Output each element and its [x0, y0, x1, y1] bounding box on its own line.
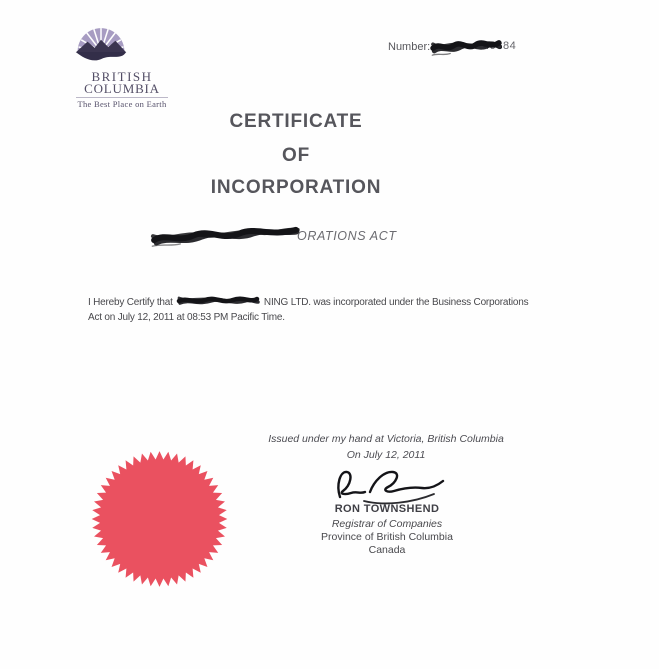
registrar-name: RON TOWNSHEND — [334, 503, 440, 515]
bc-logo — [60, 26, 184, 109]
number-label: Number: — [388, 41, 431, 53]
registrar-signature — [330, 461, 448, 507]
registrar-title: Registrar of Companies — [331, 518, 443, 530]
certify-rest: was incorporated under the Business Corporations Act on July 12, 2011 at 08:53 PM Pacific Time. — [88, 297, 529, 323]
wave-base — [76, 52, 126, 60]
registrar-country: Canada — [368, 544, 406, 556]
redaction-scribble-icon — [176, 295, 260, 306]
logo-divider — [76, 97, 168, 98]
logo-tagline: The Best Place on Earth — [77, 99, 167, 109]
seal-starburst-icon — [92, 451, 228, 587]
bc-crest-icon — [74, 26, 128, 68]
certify-name-suffix: NING LTD. — [263, 297, 311, 308]
redaction-scribble-icon — [430, 37, 503, 58]
certification-paragraph — [88, 295, 530, 325]
number-redacted — [432, 38, 516, 56]
number-line — [388, 38, 516, 56]
seal — [91, 450, 228, 588]
registrar-block — [293, 503, 481, 557]
issued-block — [240, 431, 532, 463]
certify-prefix: I Hereby Certify that — [88, 297, 173, 308]
title-line-1: CERTIFICATE — [229, 111, 363, 132]
title-line-3: INCORPORATION — [210, 177, 382, 198]
issued-line-2: On July 12, 2011 — [346, 449, 426, 461]
issued-line-1: Issued under my hand at Victoria, British Columbia — [268, 433, 504, 445]
title-line-2: OF — [282, 145, 310, 166]
number-partial-digits: 49384 — [483, 40, 517, 52]
logo-text-british: BRITISH — [91, 69, 153, 84]
redaction-scribble-icon — [150, 223, 301, 250]
logo-text-columbia: COLUMBIA — [84, 81, 160, 96]
registrar-org: Province of British Columbia — [321, 531, 453, 543]
act-visible-text: ORATIONS ACT — [297, 229, 397, 243]
